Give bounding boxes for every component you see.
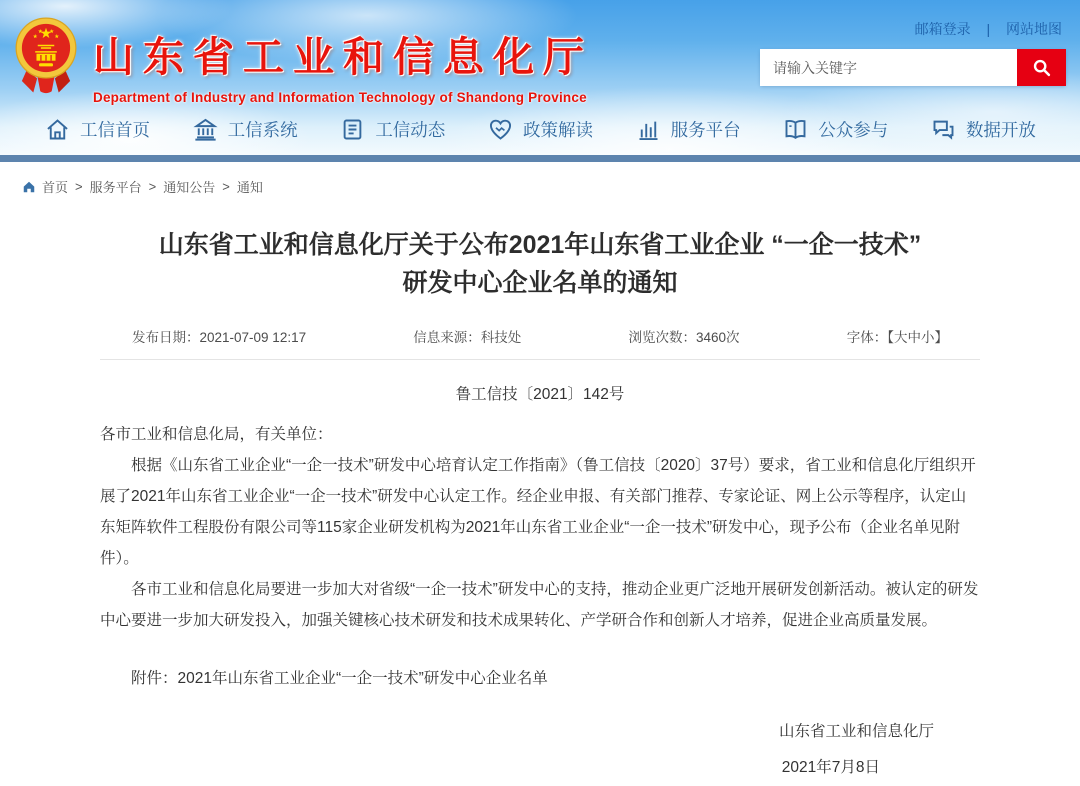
links-separator: | — [986, 21, 991, 37]
signature-block — [100, 714, 980, 786]
search-icon — [1031, 57, 1053, 79]
news-icon — [339, 116, 366, 143]
article — [100, 226, 980, 786]
sitemap-link[interactable]: 网站地图 — [1006, 21, 1062, 37]
publish-date: 发布日期：2021-07-09 12:17 — [132, 330, 307, 345]
font-small-button[interactable]: 小 — [921, 330, 935, 345]
signature-date: 2021年7月8日 — [781, 759, 880, 776]
search-bar — [760, 49, 1066, 86]
crumb-notice[interactable]: 通知 — [236, 180, 263, 195]
font-large-button[interactable]: 大 — [894, 330, 908, 345]
main-nav — [0, 107, 1080, 151]
breadcrumb: 首页 > 服务平台 > 通知公告 > 通知 — [22, 177, 1080, 196]
nav-item-data[interactable]: 数据开放 — [930, 116, 1036, 143]
site-header — [0, 0, 1080, 155]
article-title: 山东省工业和信息化厅关于公布2021年山东省工业企业 “一企一技术” 研发中心企业名单的通知 — [158, 231, 922, 297]
salutation: 各市工业和信息化局，有关单位： — [100, 426, 333, 443]
meta-divider — [100, 359, 980, 360]
crumb-service[interactable]: 服务平台 — [89, 180, 142, 195]
header-divider-bar — [0, 155, 1080, 162]
site-brand — [93, 24, 593, 105]
data-bubbles-icon — [930, 116, 957, 143]
nav-item-platform[interactable]: 服务平台 — [635, 116, 741, 143]
nav-item-policy[interactable]: 政策解读 — [487, 116, 593, 143]
info-source: 信息来源：科技处 — [413, 330, 522, 345]
document-number: 鲁工信技〔2021〕142号 — [455, 386, 625, 403]
home-icon — [22, 180, 36, 194]
crumb-home[interactable]: 首页 — [42, 180, 69, 195]
article-body — [100, 419, 980, 636]
nav-item-news[interactable]: 工信动态 — [339, 116, 445, 143]
china-national-emblem-icon — [14, 15, 78, 95]
nav-item-participation[interactable]: 公众参与 — [782, 116, 888, 143]
home-icon — [44, 116, 71, 143]
search-button[interactable] — [1017, 49, 1066, 86]
nav-item-home[interactable]: 工信首页 — [44, 116, 150, 143]
site-subtitle: Department of Industry and Information Technology of Shandong Province — [93, 90, 587, 105]
institution-icon — [192, 116, 219, 143]
font-medium-button[interactable]: 中 — [907, 330, 921, 345]
search-input[interactable] — [760, 49, 1017, 86]
article-meta — [100, 326, 980, 346]
mail-login-link[interactable]: 邮箱登录 — [914, 21, 971, 37]
nav-item-system[interactable]: 工信系统 — [192, 116, 298, 143]
top-utility-links — [915, 19, 1062, 39]
signature-org: 山东省工业和信息化厅 — [778, 723, 934, 740]
policy-heart-icon — [487, 116, 514, 143]
view-count: 浏览次数：3460次 — [628, 330, 740, 345]
site-title: 山东省工业和信息化厅 — [93, 34, 593, 80]
font-size-control: 字体：【大中小】 — [846, 330, 948, 345]
attachment-link[interactable]: 附件：2021年山东省工业企业“一企一技术”研发中心企业名单 — [131, 670, 548, 687]
crumb-notice-board[interactable]: 通知公告 — [163, 180, 216, 195]
platform-chart-icon — [635, 116, 662, 143]
participation-book-icon — [782, 116, 809, 143]
paragraph-1: 根据《山东省工业企业“一企一技术”研发中心培育认定工作指南》（鲁工信技〔2020〕37号）要求，省工业和信息化厅组织开展了2021年山东省工业企业“一企一技术”研发中心认定工作。经企业申报、有关部门推荐、专家论证、网上公示等程序，认定山东矩阵软件工程股份有限公司等115家企业研发机构为2021年山东省工业企业“一企一技术”研发中心，现予公布（企业名单见附件）。 — [100, 457, 976, 567]
paragraph-2: 各市工业和信息化局要进一步加大对省级“一企一技术”研发中心的支持，推动企业更广泛地开展研发创新活动。被认定的研发中心要进一步加大研发投入，加强关键核心技术研发和技术成果转化、产学研合作和创新人才培养，促进企业高质量发展。 — [100, 581, 979, 629]
